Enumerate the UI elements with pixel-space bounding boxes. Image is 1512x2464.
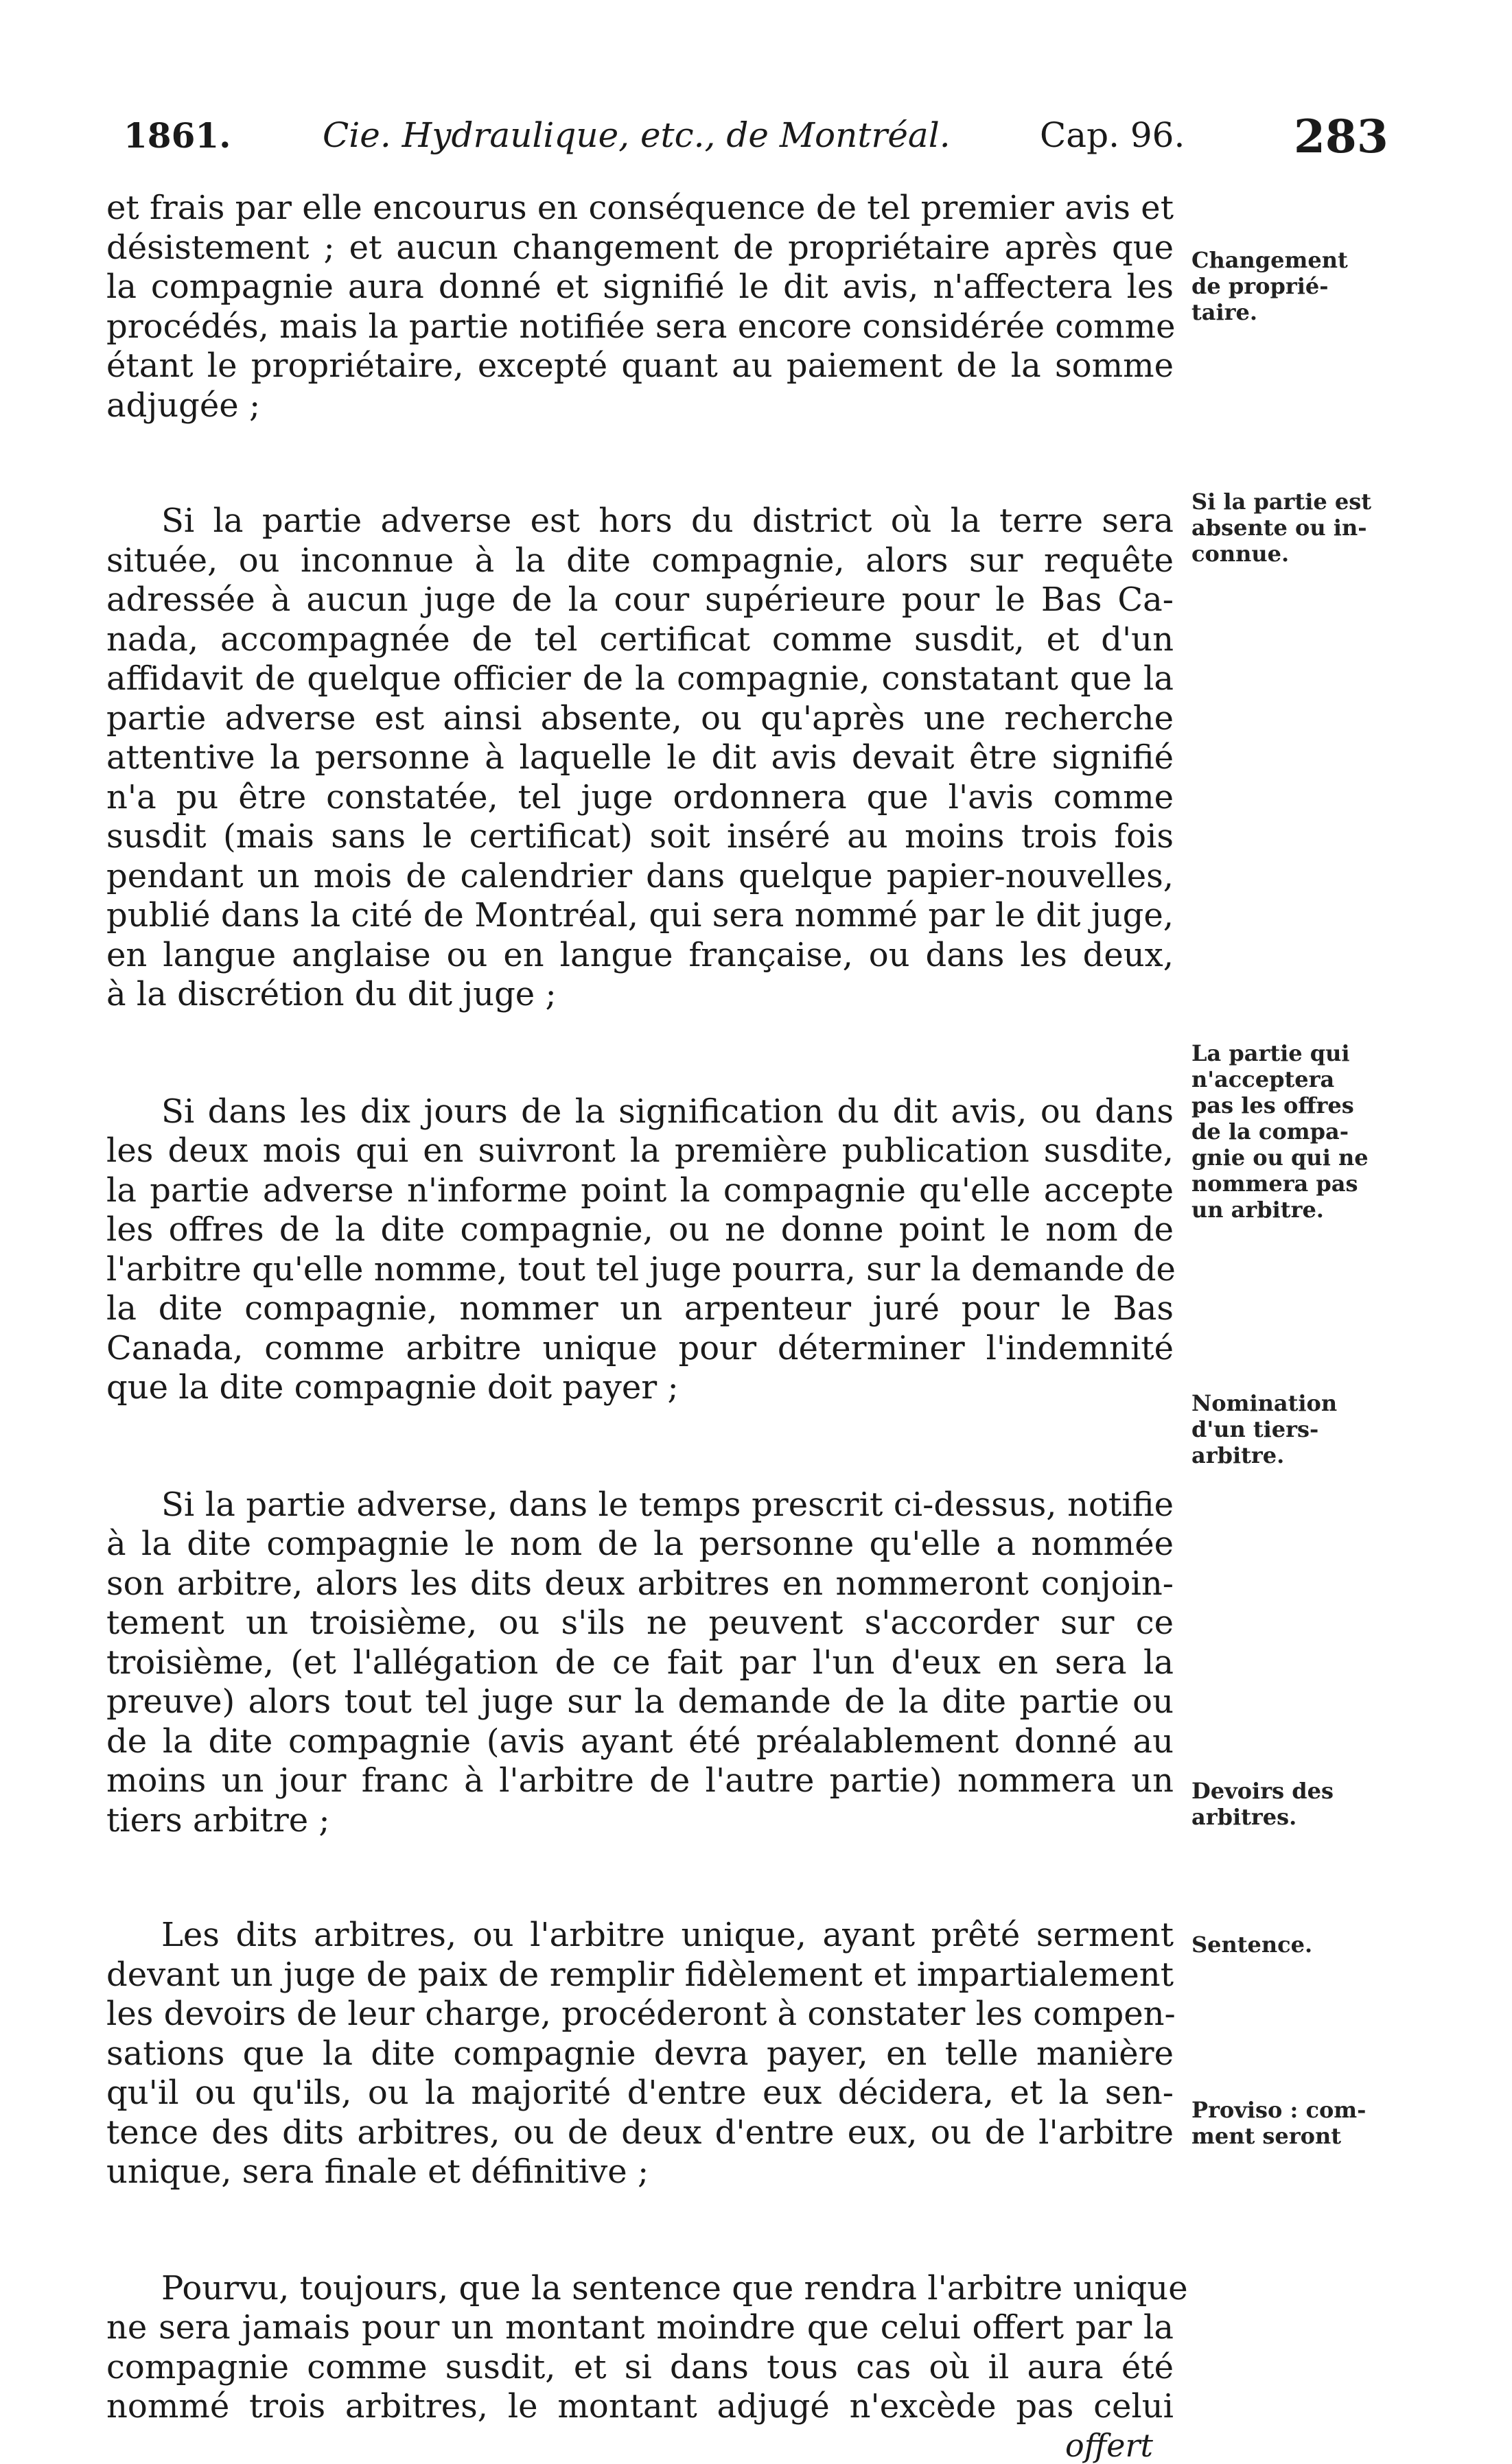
text-line: procédés, mais la partie notifiée sera encore considérée comme	[106, 307, 1176, 346]
text-line: Canada, comme arbitre unique pour déterminer l'indemnité	[106, 1328, 1174, 1368]
text-line: devant un juge de paix de remplir fidèlement et impartialement	[106, 1955, 1174, 1994]
side-note-line: de proprié-	[1191, 273, 1329, 299]
text-line: unique, sera finale et définitive ;	[106, 2152, 649, 2191]
text-line: susdit (mais sans le certificat) soit inséré au moins trois fois	[106, 817, 1174, 856]
side-note-line: de la compa-	[1191, 1118, 1349, 1145]
side-note-line: pas les offres	[1191, 1092, 1354, 1118]
running-header	[124, 110, 1393, 163]
side-note-owner-change	[1191, 247, 1377, 325]
paragraph-arbitrator-duties	[106, 1916, 1174, 2192]
text-line: la partie adverse n'informe point la compagnie qu'elle accepte	[106, 1171, 1174, 1210]
text-line: les deux mois qui en suivront la première publication susdite,	[106, 1131, 1174, 1170]
header-chapter: Cap. 96.	[1040, 115, 1185, 155]
text-line: publié dans la cité de Montréal, qui sera nommé par le dit juge,	[106, 896, 1174, 935]
side-note-line: d'un tiers-	[1191, 1416, 1319, 1442]
side-note-line: Sentence.	[1191, 1932, 1313, 1958]
text-line: l'arbitre qu'elle nomme, tout tel juge pourra, sur la demande de	[106, 1249, 1176, 1289]
text-line: Si la partie adverse est hors du district où la terre sera	[161, 502, 1174, 540]
side-note-line: Changement	[1191, 247, 1348, 273]
text-line: les offres de la dite compagnie, ou ne donne point le nom de	[106, 1210, 1174, 1249]
text-line: étant le propriétaire, excepté quant au paiement de la somme	[106, 347, 1174, 385]
side-note-absent-party	[1191, 489, 1377, 567]
text-line: située, ou inconnue à la dite compagnie, alors sur requête	[106, 541, 1174, 580]
text-line: que la dite compagnie doit payer ;	[106, 1368, 679, 1407]
text-line: son arbitre, alors les dits deux arbitres en nommeront conjoin-	[106, 1564, 1174, 1603]
side-note-sentence	[1191, 1932, 1377, 1958]
paragraph-proviso	[106, 2268, 1188, 2427]
text-line: ne sera jamais pour un montant moindre que celui offert par la	[106, 2308, 1174, 2347]
text-line: affidavit de quelque officier de la compagnie, constatant que la	[106, 659, 1174, 698]
side-note-line: n'acceptera	[1191, 1066, 1335, 1092]
text-line: attentive la personne à laquelle le dit avis devait être signifié	[106, 738, 1174, 777]
paragraph-owner-change	[106, 189, 1174, 425]
header-title: Cie. Hydraulique, etc., de Montréal.	[323, 115, 951, 155]
text-line: pendant un mois de calendrier dans quelque papier-nouvelles,	[106, 856, 1174, 895]
text-line: de la dite compagnie (avis ayant été préalablement donné au	[106, 1722, 1174, 1761]
side-note-line: Proviso : com-	[1191, 2097, 1366, 2123]
text-line: troisième, (et l'allégation de ce fait par l'un d'eux en sera la	[106, 1643, 1174, 1682]
side-note-line: arbitre.	[1191, 1442, 1285, 1468]
text-line: Les dits arbitres, ou l'arbitre unique, ayant prêté serment	[161, 1916, 1174, 1954]
text-line: Si la partie adverse, dans le temps prescrit ci-dessus, notifie	[161, 1485, 1174, 1524]
side-note-line: Devoirs des	[1191, 1778, 1334, 1804]
side-note-line: arbitres.	[1191, 1804, 1297, 1830]
text-line: compagnie comme susdit, et si dans tous cas où il aura été	[106, 2347, 1174, 2386]
side-note-line: Si la partie est	[1191, 489, 1371, 515]
side-note-arbitrator-duties	[1191, 1778, 1377, 1830]
text-line: sations que la dite compagnie devra payer, en telle manière	[106, 2034, 1174, 2073]
side-note-line: taire.	[1191, 299, 1258, 325]
side-note-refusal	[1191, 1040, 1377, 1223]
text-line: désistement ; et aucun changement de propriétaire après que	[106, 228, 1174, 267]
side-note-line: gnie ou qui ne	[1191, 1145, 1369, 1171]
text-line: et frais par elle encourus en conséquence de tel premier avis et	[106, 189, 1174, 227]
text-line: partie adverse est ainsi absente, ou qu'après une recherche	[106, 699, 1174, 738]
main-text-column	[106, 189, 1188, 2464]
side-note-line: La partie qui	[1191, 1040, 1350, 1066]
text-line: la compagnie aura donné et signifié le dit avis, n'affectera les	[106, 268, 1174, 306]
text-line: nada, accompagnée de tel certificat comme susdit, et d'un	[106, 620, 1174, 659]
paragraph-third-arbitrator	[106, 1486, 1174, 1841]
text-line: les devoirs de leur charge, procéderont à constater les compen-	[106, 1995, 1176, 2033]
text-line: tiers arbitre ;	[106, 1800, 330, 1840]
side-note-line: Nomination	[1191, 1390, 1338, 1416]
text-line: adjugée ;	[106, 386, 261, 425]
text-line: adressée à aucun juge de la cour supérieure pour le Bas Ca-	[106, 580, 1174, 619]
side-note-proviso	[1191, 2097, 1377, 2149]
text-line: à la discrétion du dit juge ;	[106, 975, 557, 1013]
side-note-line: absente ou in-	[1191, 515, 1367, 541]
text-line: à la dite compagnie le nom de la personne qu'elle a nommée	[106, 1525, 1174, 1563]
text-line: n'a pu être constatée, tel juge ordonnera que l'avis comme	[106, 777, 1174, 817]
text-line: la dite compagnie, nommer un arpenteur juré pour le Bas	[106, 1289, 1174, 1328]
page-number: 283	[1294, 110, 1388, 163]
side-note-line: connue.	[1191, 541, 1290, 567]
text-line: moins un jour franc à l'arbitre de l'autre partie) nommera un	[106, 1761, 1174, 1800]
side-note-line: nommera pas	[1191, 1171, 1358, 1197]
paragraph-refusal	[106, 1092, 1174, 1408]
paragraph-absent-party	[106, 502, 1174, 1015]
text-line: tement un troisième, ou s'ils ne peuvent s'accorder sur ce	[106, 1604, 1174, 1642]
text-line: en langue anglaise ou en langue française, ou dans les deux,	[106, 935, 1174, 974]
text-line: tence des dits arbitres, ou de deux d'entre eux, ou de l'arbitre	[106, 2113, 1174, 2152]
header-year: 1861.	[124, 115, 231, 156]
catchword: offert	[1065, 2426, 1153, 2464]
text-line: preuve) alors tout tel juge sur la demande de la dite partie ou	[106, 1682, 1174, 1721]
text-line: nommé trois arbitres, le montant adjugé n'excède pas celui	[106, 2387, 1174, 2426]
text-line: Pourvu, toujours, que la sentence que rendra l'arbitre unique	[161, 2268, 1188, 2308]
text-line: Si dans les dix jours de la signification du dit avis, ou dans	[161, 1092, 1174, 1131]
side-note-line: un arbitre.	[1191, 1197, 1324, 1223]
side-note-third-arbitrator	[1191, 1390, 1377, 1468]
text-line: qu'il ou qu'ils, ou la majorité d'entre eux décidera, et la sen-	[106, 2074, 1174, 2112]
side-note-line: ment seront	[1191, 2123, 1342, 2149]
